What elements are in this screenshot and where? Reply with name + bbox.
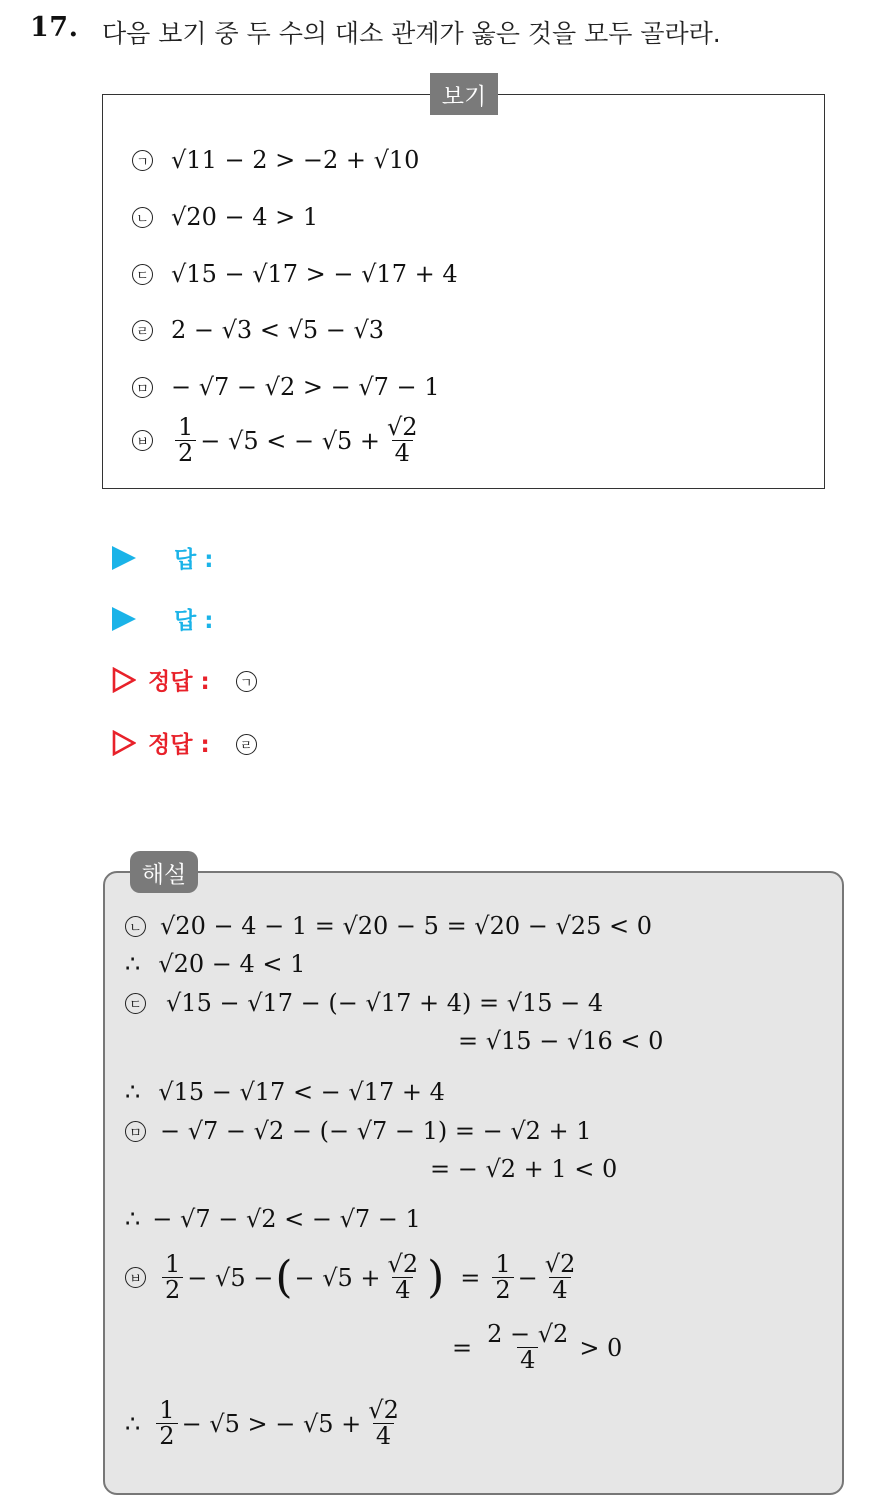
therefore-symbol: ∴	[125, 1205, 141, 1233]
bogi-item	[132, 415, 425, 466]
therefore-symbol: ∴	[125, 1078, 141, 1106]
item-expr: √20 − 4 > 1	[171, 203, 319, 231]
answer-label: 답 :	[174, 608, 214, 634]
explanation-line: ∴ − √7 − √2 < − √7 − 1	[125, 1205, 421, 1233]
triangle-filled-icon	[112, 607, 136, 631]
explanation-line: = − √2 + 1 < 0	[430, 1155, 618, 1183]
therefore-symbol: ∴	[125, 1409, 141, 1438]
explanation-line: ∴ √15 − √17 < − √17 + 4	[125, 1078, 445, 1106]
question-text: 다음 보기 중 두 수의 대소 관계가 옳은 것을 모두 골라라.	[102, 19, 721, 48]
triangle-outline-icon	[112, 730, 136, 756]
item-expr: − √5 < − √5 +	[200, 426, 380, 455]
item-mark: ㅁ	[132, 377, 153, 398]
fraction: $\frac{√2}{4}$	[387, 1250, 419, 1305]
explanation-line: ㄴ √20 − 4 − 1 = √20 − 5 = √20 − √25 < 0	[125, 912, 652, 940]
question-number: 17.	[30, 12, 79, 43]
explanation-line: = √15 − √16 < 0	[458, 1027, 664, 1055]
correct-answer-2	[112, 726, 257, 759]
item-mark: ㄷ	[132, 264, 153, 285]
fraction: $\frac{√2}{4}$	[387, 413, 418, 468]
fraction: $\frac{1}{2}$	[492, 1252, 513, 1303]
bogi-item	[132, 203, 318, 231]
answer-label: 답 :	[174, 547, 214, 573]
explanation-line: ㅂ $\frac{1}{2}$ − √5 − ( − √5 + $\frac{√2}{4}$ ) = $\frac{1}{2}$ − $\frac{√2}{4}$	[125, 1252, 582, 1303]
item-mark: ㄴ	[132, 207, 153, 228]
triangle-filled-icon	[112, 546, 136, 570]
triangle-outline-icon	[112, 667, 136, 693]
item-expr: 2 − √3 < √5 − √3	[171, 316, 385, 344]
fraction: $\frac{1}{2}$	[156, 1398, 177, 1449]
correct-answer-1	[112, 663, 257, 696]
fraction: $\frac{1}{2}$	[175, 415, 196, 466]
correct-value: ㄹ	[236, 730, 257, 756]
answer-blank-2	[112, 602, 213, 635]
item-expr: − √7 − √2 > − √7 − 1	[171, 373, 440, 401]
bogi-item	[132, 373, 440, 401]
left-paren: (	[275, 1251, 293, 1303]
explanation-line: ∴ √20 − 4 < 1	[125, 950, 306, 978]
fraction: $\frac{1}{2}$	[162, 1252, 183, 1303]
item-expr: √15 − √17 > − √17 + 4	[171, 260, 458, 288]
item-mark: ㅂ	[125, 1267, 146, 1288]
therefore-symbol: ∴	[125, 950, 141, 978]
bogi-item	[132, 260, 458, 288]
item-mark: ㄹ	[132, 320, 153, 341]
explanation-line: ∴ $\frac{1}{2}$ − √5 > − √5 + $\frac{√2}{4}$	[125, 1398, 406, 1449]
explanation-line: = $\frac{2 - √2}{4}$ > 0	[452, 1320, 623, 1375]
fraction: $\frac{√2}{4}$	[544, 1250, 576, 1305]
item-mark: ㅂ	[132, 430, 153, 451]
item-mark: ㄷ	[125, 993, 146, 1014]
correct-value: ㄱ	[236, 667, 257, 693]
right-paren: )	[427, 1251, 445, 1303]
bogi-item	[132, 146, 419, 174]
correct-label: 정답 :	[148, 669, 210, 695]
answer-blank-1	[112, 541, 213, 574]
bogi-tab: 보기	[430, 73, 498, 115]
item-mark: ㄴ	[125, 916, 146, 937]
item-mark: ㅁ	[125, 1121, 146, 1142]
fraction: $\frac{2 - √2}{4}$	[487, 1320, 569, 1375]
explanation-line: ㄷ √15 − √17 − (− √17 + 4) = √15 − 4	[125, 989, 603, 1017]
item-expr: √11 − 2 > −2 + √10	[171, 146, 420, 174]
explanation-tab: 해설	[130, 851, 198, 893]
explanation-line: ㅁ − √7 − √2 − (− √7 − 1) = − √2 + 1	[125, 1117, 592, 1145]
item-mark: ㄱ	[132, 150, 153, 171]
bogi-item	[132, 316, 384, 344]
correct-label: 정답 :	[148, 732, 210, 758]
fraction: $\frac{√2}{4}$	[368, 1396, 399, 1451]
